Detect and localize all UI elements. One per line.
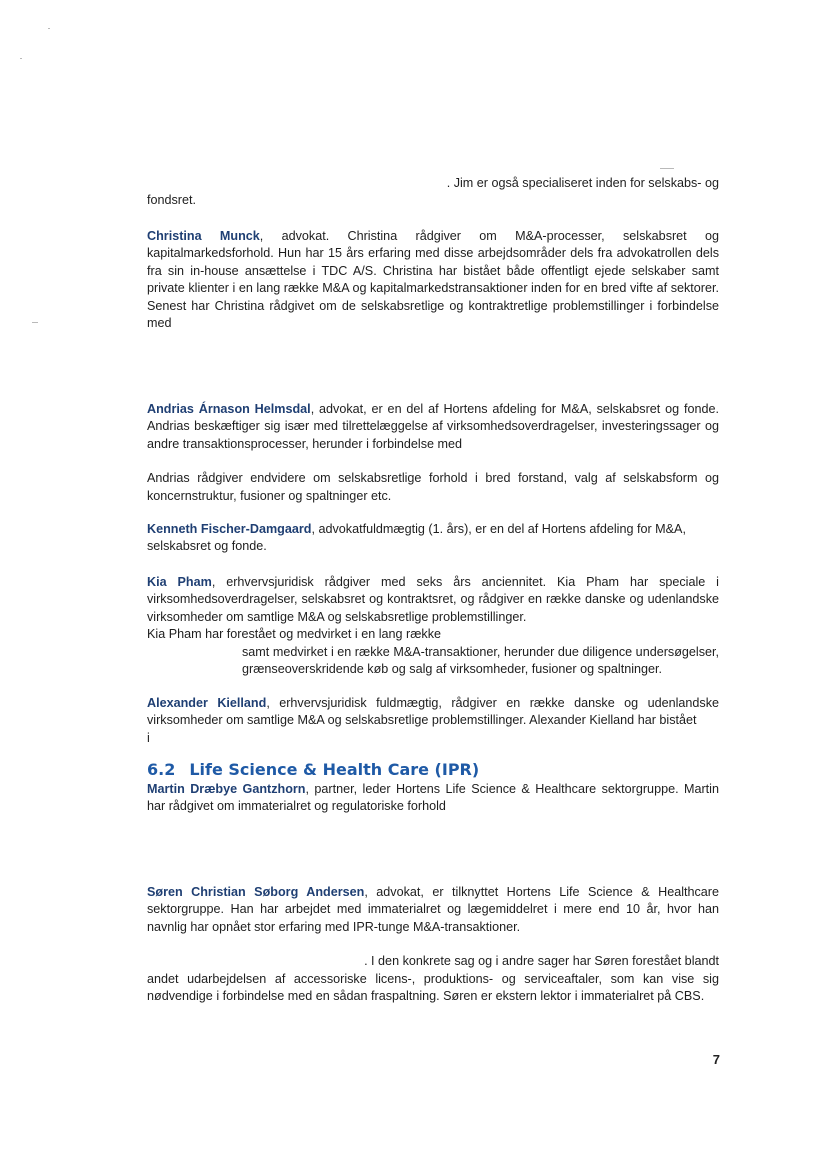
- bio-text: kapitalmarkedsforhold. Hun har 15 års erfaring med disse arbejdsområder dels fra advokatrollen dels fra sin in-house ansættelse i TDC A/S. Christina har bistået både offentligt ejede selskaber samt private klienter i en lang række M&A og kapitalmarkedstransaktioner inden for en bred vifte af sektorer. Senest har Christina rådgivet om de selskabsretlige og kontraktretlige problemstillinger i forbindelse med: [147, 246, 719, 331]
- person-name: Andrias Árnason Helmsdal: [147, 402, 311, 416]
- scan-speck: [20, 58, 22, 59]
- bio-text: , erhvervsjuridisk fuldmægtig, rådgiver en række danske og udenlandske virksomheder om samtlige M&A og selskabsretlige problemstillinger. Alexander Kielland har bistået: [147, 696, 719, 728]
- bio-fischer: [147, 521, 719, 556]
- person-name: Martin Dræbye Gantzhorn: [147, 782, 306, 796]
- bio-text: . I den konkrete sag og i andre sager har Søren forestået blandt: [364, 954, 719, 969]
- fragment-line: fondsret.: [147, 193, 197, 208]
- bio-text: Kia Pham har forestået og medvirket i en lang række: [147, 627, 441, 642]
- bio-gantzhorn: [147, 781, 719, 816]
- fragment-top: [147, 175, 719, 210]
- bio-text: samt medvirket i en række M&A-transaktioner, herunder due diligence undersøgelser, grænseoverskridende køb og salg af virksomheder, fusioner og spaltninger.: [242, 644, 719, 677]
- bio-text: i: [147, 730, 150, 745]
- bio-text: , advokat. Christina rådgiver om M&A-processer, selskabsret og: [259, 229, 719, 243]
- bio-text: , partner, leder Hortens Life Science & Healthcare sektorgruppe. Martin har rådgivet om immaterialret og regulatoriske forhold: [147, 782, 719, 814]
- person-name: Søren Christian Søborg Andersen: [147, 885, 365, 899]
- scan-speck: [48, 28, 50, 29]
- bio-text: , advokat, er tilknyttet Hortens Life Science & Healthcare sektorgruppe. Han har arbejdet med immaterialret og lægemiddelret i mere end 10 år, hvor han navnlig har opnået stor erfaring med IPR-tunge M&A-transaktioner.: [147, 885, 720, 934]
- bio-kielland: [147, 695, 719, 747]
- bio-text: , advokat, er en del af Hortens afdeling for M&A, selskabsret og fonde. Andrias beskæftiger sig især med tilrettelæggelse af virksomhedsoverdragelser, investeringssager og andre transaktionsprocesser, herunder i forbindelse med: [147, 402, 719, 451]
- bio-text: , erhvervsjuridisk rådgiver med seks års anciennitet. Kia Pham har speciale i virksomhedsoverdragelser, selskabsret og kontraktsret, og rådgiver en række danske og udenlandske virksomheder om samtlige M&A og selskabsretlige problemstillinger.: [147, 575, 719, 624]
- scan-speck: [32, 322, 38, 323]
- bio-helmsdal: [147, 401, 719, 505]
- person-name: Kia Pham: [147, 575, 212, 589]
- person-name: Alexander Kielland: [147, 696, 267, 710]
- scan-speck: [660, 168, 674, 169]
- bio-text: Andrias rådgiver endvidere om selskabsretlige forhold i bred forstand, valg af selskabsform og koncernstruktur, fusioner og spaltninger etc.: [147, 471, 719, 503]
- section-number: 6.2: [147, 760, 176, 779]
- person-name: Kenneth Fischer-Damgaard: [147, 522, 312, 536]
- fragment-line: . Jim er også specialiseret inden for selskabs- og: [446, 176, 719, 190]
- page-number: 7: [712, 1052, 720, 1067]
- bio-text: andet udarbejdelsen af accessoriske licens-, produktions- og serviceaftaler, som kan vise sig nødvendige i forbindelse med en sådan fraspaltning. Søren er ekstern lektor i immaterialret på CBS.: [147, 971, 719, 1004]
- bio-munck: [147, 228, 719, 332]
- person-name: Christina Munck: [147, 229, 260, 243]
- section-title: Life Science & Health Care (IPR): [189, 760, 480, 779]
- section-heading: [147, 760, 479, 779]
- bio-andersen: [147, 884, 719, 1005]
- bio-text: , advokatfuldmægtig (1. års), er en del af Hortens afdeling for M&A, selskabsret og fonde.: [147, 522, 686, 554]
- bio-pham: [147, 574, 719, 678]
